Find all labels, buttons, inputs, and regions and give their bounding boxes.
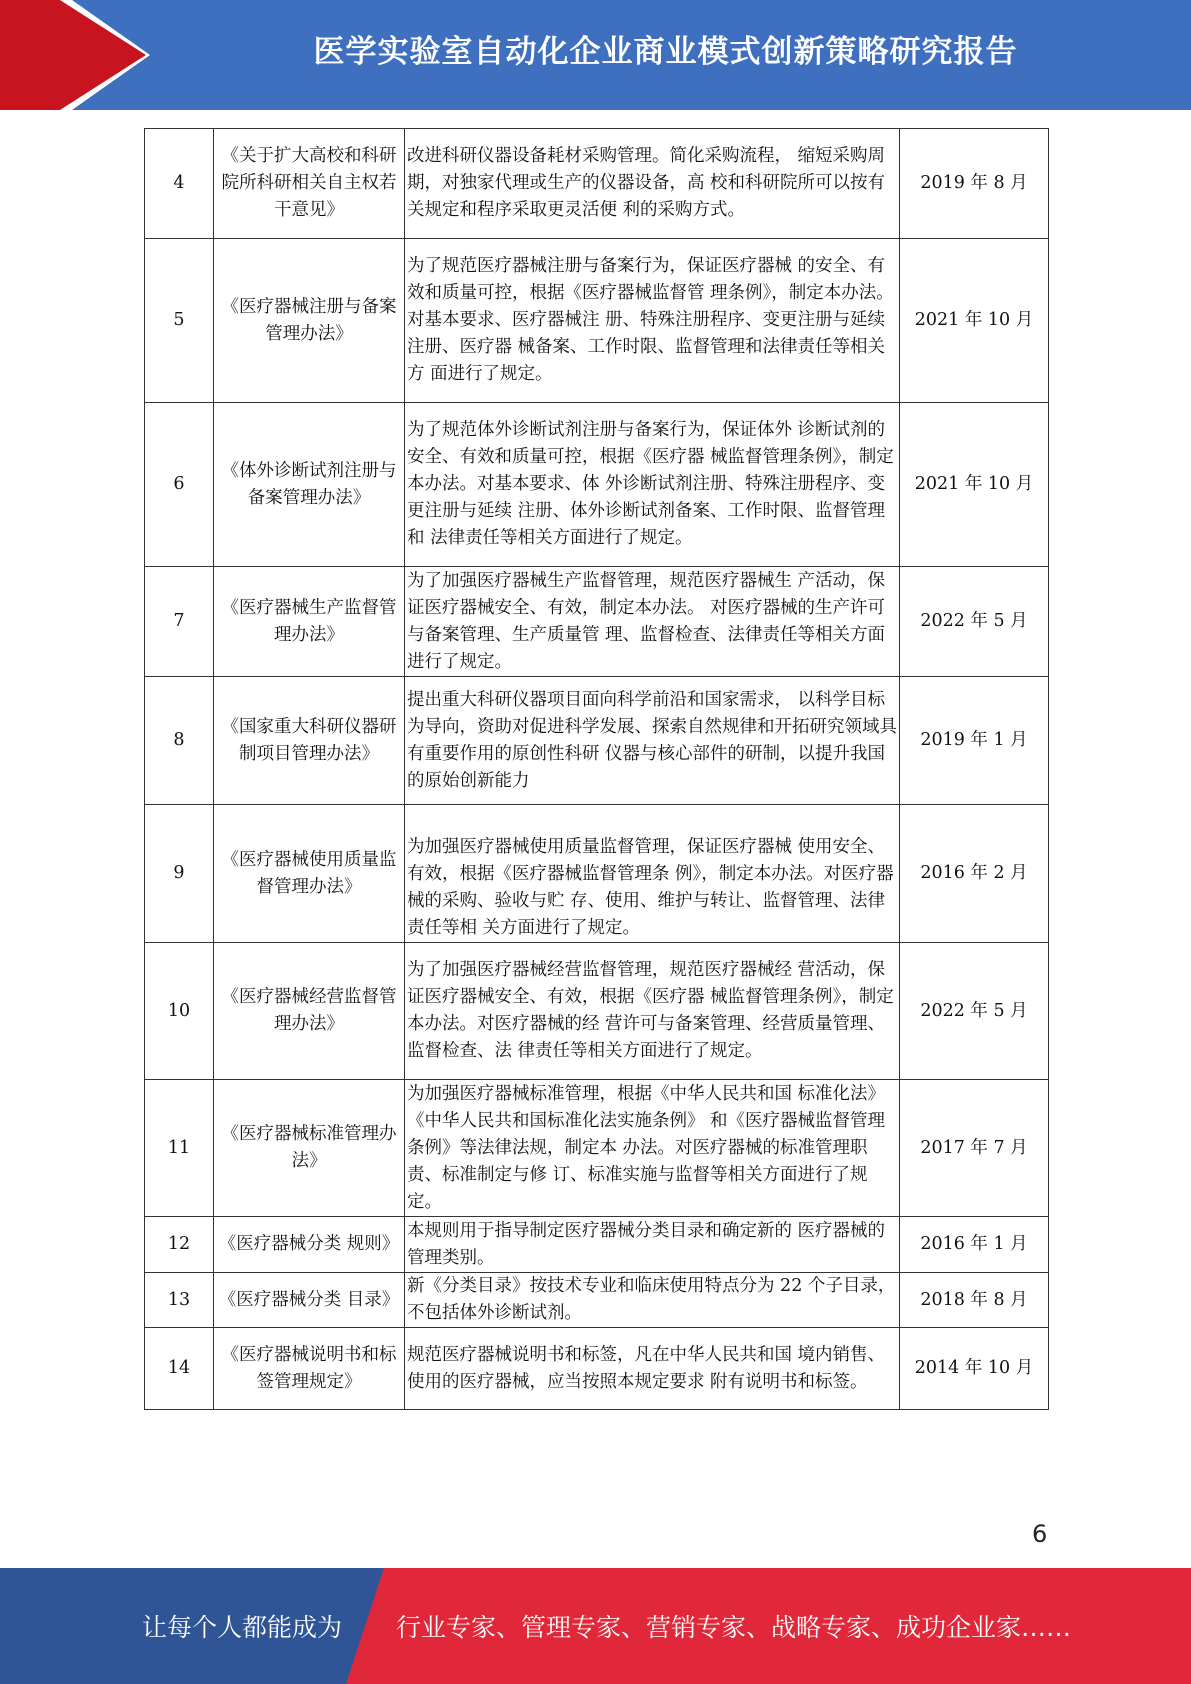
row-number: 5 <box>145 239 214 403</box>
page-header <box>0 0 1191 110</box>
row-number: 4 <box>145 129 214 239</box>
row-number: 13 <box>145 1273 214 1328</box>
policy-description: 新《分类目录》按技术专业和临床使用特点分为 22 个子目录，不包括体外诊断试剂。 <box>405 1273 900 1328</box>
table-row <box>145 1273 1049 1328</box>
table-row <box>145 677 1049 805</box>
table-row <box>145 943 1049 1080</box>
footer-slogan-left: 让每个人都能成为 <box>142 1613 343 1642</box>
policy-date: 2021 年 10 月 <box>900 403 1049 567</box>
policy-name: 《医疗器械说明书和标签管理规定》 <box>214 1328 405 1410</box>
table-row <box>145 403 1049 567</box>
policy-date: 2018 年 8 月 <box>900 1273 1049 1328</box>
table-row <box>145 129 1049 239</box>
policy-name: 《体外诊断试剂注册与备案管理办法》 <box>214 403 405 567</box>
policy-description: 改进科研仪器设备耗材采购管理。简化采购流程， 缩短采购周期，对独家代理或生产的仪器设备，高 校和科研院所可以按有关规定和程序采取更灵活便 利的采购方式。 <box>405 129 900 239</box>
policy-description: 本规则用于指导制定医疗器械分类目录和确定新的 医疗器械的管理类别。 <box>405 1217 900 1273</box>
table-row <box>145 1080 1049 1217</box>
policy-name: 《关于扩大高校和科研院所科研相关自主权若干意见》 <box>214 129 405 239</box>
policy-description: 为了加强医疗器械生产监督管理，规范医疗器械生 产活动，保证医疗器械安全、有效，制定本办法。 对医疗器械的生产许可与备案管理、生产质量管 理、监督检查、法律责任等相关方面进行了规定。 <box>405 567 900 677</box>
policy-date: 2022 年 5 月 <box>900 567 1049 677</box>
row-number: 10 <box>145 943 214 1080</box>
row-number: 12 <box>145 1217 214 1273</box>
page-number: 6 <box>1032 1520 1048 1548</box>
page-footer <box>0 1568 1191 1684</box>
policy-date: 2022 年 5 月 <box>900 943 1049 1080</box>
policy-name: 《国家重大科研仪器研制项目管理办法》 <box>214 677 405 805</box>
policy-table <box>144 128 1049 1410</box>
table-row <box>145 1217 1049 1273</box>
table-row <box>145 567 1049 677</box>
policy-name: 《医疗器械经营监督管理办法》 <box>214 943 405 1080</box>
policy-name: 《医疗器械分类 规则》 <box>214 1217 405 1273</box>
row-number: 7 <box>145 567 214 677</box>
policy-description: 为了加强医疗器械经营监督管理，规范医疗器械经 营活动，保证医疗器械安全、有效，根据《医疗器 械监督管理条例》，制定本办法。对医疗器械的经 营许可与备案管理、经营质量管理、监督检查、法 律责任等相关方面进行了规定。 <box>405 943 900 1080</box>
report-title: 医学实验室自动化企业商业模式创新策略研究报告 <box>313 34 1018 70</box>
table-row <box>145 239 1049 403</box>
policy-name: 《医疗器械标准管理办法》 <box>214 1080 405 1217</box>
table-row <box>145 805 1049 943</box>
policy-date: 2014 年 10 月 <box>900 1328 1049 1410</box>
policy-date: 2016 年 1 月 <box>900 1217 1049 1273</box>
row-number: 8 <box>145 677 214 805</box>
policy-description: 为加强医疗器械标准管理，根据《中华人民共和国 标准化法》《中华人民共和国标准化法实施条例》 和《医疗器械监督管理条例》等法律法规，制定本 办法。对医疗器械的标准管理职责、标准制定与修 订、标准实施与监督等相关方面进行了规定。 <box>405 1080 900 1217</box>
policy-description: 为了规范体外诊断试剂注册与备案行为，保证体外 诊断试剂的安全、有效和质量可控，根据《医疗器 械监督管理条例》，制定本办法。对基本要求、体 外诊断试剂注册、特殊注册程序、变更注册与延续 注册、体外诊断试剂备案、工作时限、监督管理和 法律责任等相关方面进行了规定。 <box>405 403 900 567</box>
row-number: 9 <box>145 805 214 943</box>
policy-name: 《医疗器械使用质量监督管理办法》 <box>214 805 405 943</box>
policy-description: 为了规范医疗器械注册与备案行为，保证医疗器械 的安全、有效和质量可控，根据《医疗器械监督管 理条例》，制定本办法。对基本要求、医疗器械注 册、特殊注册程序、变更注册与延续注册、医疗器 械备案、工作时限、监督管理和法律责任等相关方 面进行了规定。 <box>405 239 900 403</box>
policy-date: 2017 年 7 月 <box>900 1080 1049 1217</box>
policy-name: 《医疗器械生产监督管理办法》 <box>214 567 405 677</box>
policy-date: 2019 年 8 月 <box>900 129 1049 239</box>
policy-description: 提出重大科研仪器项目面向科学前沿和国家需求， 以科学目标为导向，资助对促进科学发展、探索自然规律和开拓研究领域具有重要作用的原创性科研 仪器与核心部件的研制，以提升我国的原始创新能力 <box>405 677 900 805</box>
policy-description: 为加强医疗器械使用质量监督管理，保证医疗器械 使用安全、有效，根据《医疗器械监督管理条 例》，制定本办法。对医疗器械的采购、验收与贮 存、使用、维护与转让、监督管理、法律责任等相 关方面进行了规定。 <box>405 805 900 943</box>
table-row <box>145 1328 1049 1410</box>
policy-date: 2019 年 1 月 <box>900 677 1049 805</box>
policy-description: 规范医疗器械说明书和标签，凡在中华人民共和国 境内销售、使用的医疗器械，应当按照本规定要求 附有说明书和标签。 <box>405 1328 900 1410</box>
policy-date: 2016 年 2 月 <box>900 805 1049 943</box>
row-number: 11 <box>145 1080 214 1217</box>
red-chevron-icon <box>0 0 150 110</box>
row-number: 6 <box>145 403 214 567</box>
policy-name: 《医疗器械分类 目录》 <box>214 1273 405 1328</box>
footer-slogan-right: 行业专家、管理专家、营销专家、战略专家、成功企业家…… <box>396 1613 1072 1642</box>
policy-name: 《医疗器械注册与备案管理办法》 <box>214 239 405 403</box>
policy-date: 2021 年 10 月 <box>900 239 1049 403</box>
row-number: 14 <box>145 1328 214 1410</box>
